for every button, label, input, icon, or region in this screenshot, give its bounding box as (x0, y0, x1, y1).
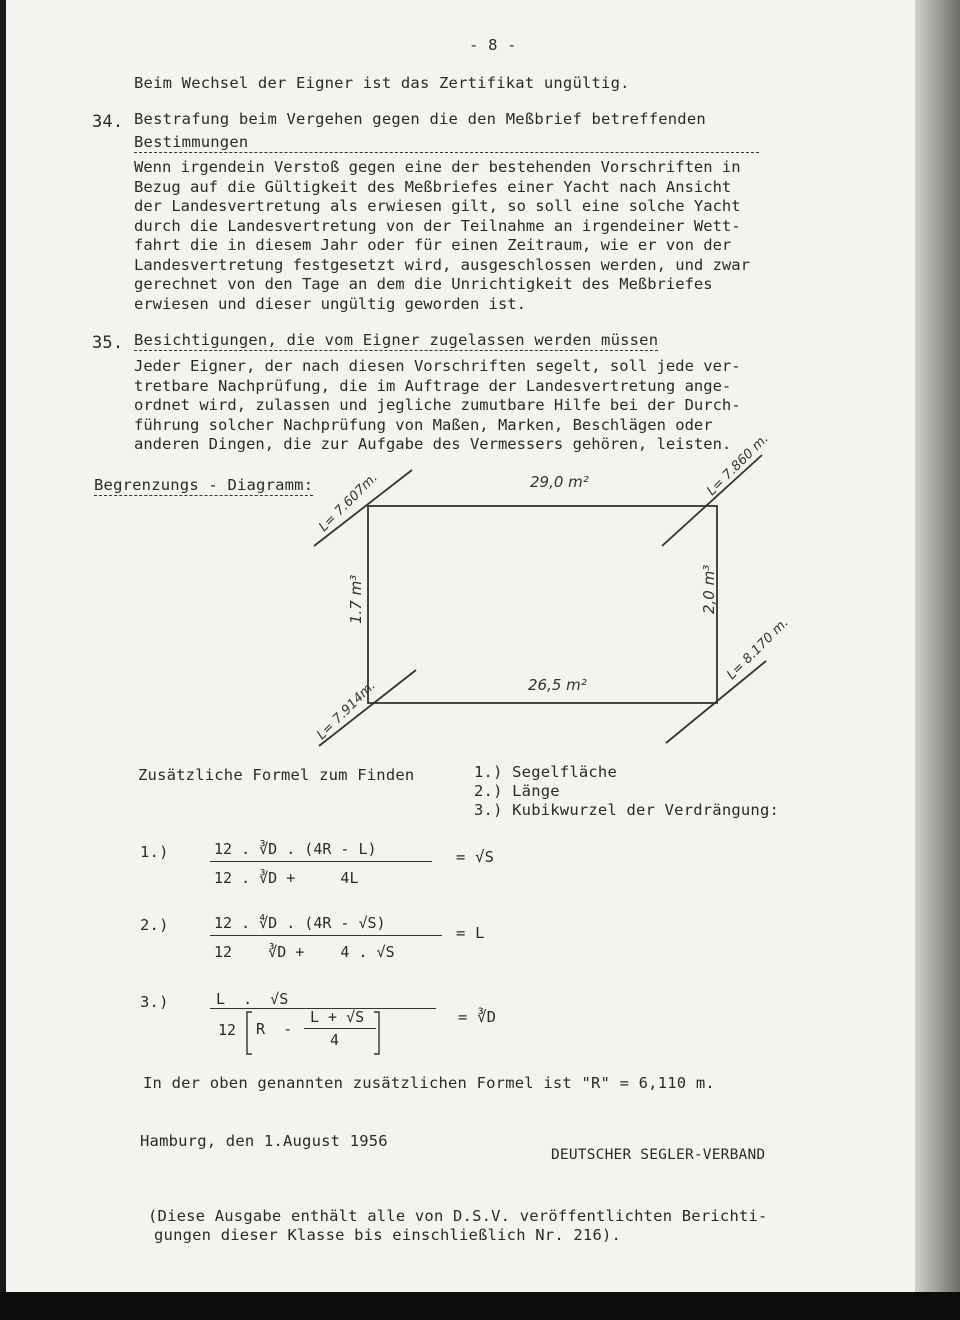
formula-intro-item-1: 1.) Segelfläche (474, 763, 617, 781)
diagram-bottom-label: 26,5 m² (528, 676, 587, 694)
section-34-body-line: Landesvertretung festgesetzt wird, ausgeschlossen werden, und zwar (134, 255, 750, 274)
diagram-line-top-right (662, 455, 762, 546)
section-34-body-line: der Landesvertretung als erwiesen gilt, so soll eine solche Yacht (134, 197, 741, 215)
section-35-body-line: anderen Dingen, die zur Aufgabe des Vermessers gehören, leisten. (134, 435, 732, 453)
section-35-body-line: tretbare Nachprüfung, die im Auftrage der Landesvertretung ange- (134, 376, 732, 395)
formula-3-label: 3.) (140, 993, 169, 1011)
place-date: Hamburg, den 1.August 1956 (140, 1132, 388, 1150)
intro-line: Beim Wechsel der Eigner ist das Zertifikat ungültig. (134, 74, 630, 92)
formula-2-numerator: 12 . ∜D . (4R - √S) (214, 914, 386, 932)
diagram-rectangle (368, 506, 717, 703)
section-34-body-line: durch die Landesvertretung von der Teilnahme an irgendeiner Wett- (134, 216, 741, 235)
formula-3-result: = ∛D (458, 1008, 497, 1026)
organization: DEUTSCHER SEGLER-VERBAND (551, 1147, 766, 1163)
formula-1-denominator: 12 . ∛D + 4L (214, 869, 359, 887)
section-35-number: 35. (92, 333, 124, 353)
formula-3-den-prefix: 12 (218, 1021, 237, 1039)
section-35-body-line: ordnet wird, zulassen und jegliche zumutbare Hilfe bei der Durch- (134, 396, 741, 414)
section-34-heading-2: Bestimmungen (134, 133, 759, 153)
section-35-body-line: führung solcher Nachprüfung von Maßen, Marken, Beschlägen oder (134, 415, 713, 434)
page-edge-shadow (915, 0, 960, 1292)
section-34-heading-1: Bestrafung beim Vergehen gegen die den Meßbrief betreffenden (134, 110, 706, 128)
section-34-body-line: fahrt die in diesem Jahr oder für einen Zeitraum, wie er von der (134, 236, 732, 254)
formula-3-numerator: L . √S (216, 990, 289, 1008)
formula-2-result: = L (456, 924, 485, 942)
boundary-diagram (6, 0, 921, 760)
formula-1-bar (210, 861, 432, 862)
formula-2-bar (210, 935, 442, 936)
diagram-corner-bottom-left: L= 7.914m. (314, 678, 379, 743)
section-35-body-line: Jeder Eigner, der nach diesen Vorschriften segelt, soll jede ver- (134, 357, 741, 375)
diagram-right-label: 2,0 m³ (700, 564, 718, 614)
formula-intro-item-2: 2.) Länge (474, 782, 560, 800)
formula-3-den-r: R - (256, 1020, 293, 1038)
diagram-top-label: 29,0 m² (530, 473, 589, 491)
diagram-left-label: 1.7 m³ (347, 574, 365, 624)
footnote-line-2: gungen dieser Klasse bis einschließlich Nr. 216). (154, 1226, 622, 1244)
formula-1-numerator: 12 . ∛D . (4R - L) (214, 840, 377, 858)
formula-2-label: 2.) (140, 916, 169, 934)
r-note: In der oben genannten zusätzlichen Formel ist "R" = 6,110 m. (143, 1074, 715, 1092)
formula-3-inner-denominator: 4 (330, 1031, 340, 1049)
section-35-heading: Besichtigungen, die vom Eigner zugelassen werden müssen (134, 331, 659, 349)
section-34-body-line: Bezug auf die Gültigkeit des Meßbriefes einer Yacht nach Ansicht (134, 177, 732, 196)
section-34-number: 34. (92, 112, 124, 132)
formula-intro-item-3: 3.) Kubikwurzel der Verdrängung: (474, 801, 780, 819)
formula-2-denominator: 12 ∛D + 4 . √S (214, 943, 395, 961)
scan-border (0, 1292, 960, 1320)
diagram-line-bottom-right (666, 661, 766, 743)
page-number: - 8 - (469, 36, 517, 54)
section-34-body-line: erwiesen und dieser ungültig geworden ist. (134, 294, 526, 313)
diagram-corner-bottom-right: L= 8.170 m. (724, 615, 792, 683)
section-34-body-line: Wenn irgendein Verstoß gegen eine der bestehenden Vorschriften in (134, 158, 741, 176)
diagram-corner-top-left: L= 7.607m. (316, 470, 381, 535)
formula-3-inner-numerator: L + √S (310, 1008, 365, 1026)
formula-3-inner-bar (304, 1028, 376, 1029)
formula-1-result: = √S (456, 848, 495, 866)
footnote-line-1: (Diese Ausgabe enthält alle von D.S.V. veröffentlichten Berichti- (148, 1207, 768, 1225)
section-34-body-line: gerechnet von den Tage an dem die Unrichtigkeit des Meßbriefes (134, 275, 713, 293)
diagram-label: Begrenzungs - Diagramm: (94, 476, 314, 494)
formula-1-label: 1.) (140, 843, 169, 861)
diagram-corner-top-right: L= 7.860 m. (704, 431, 772, 499)
formula-intro: Zusätzliche Formel zum Finden (138, 766, 415, 784)
